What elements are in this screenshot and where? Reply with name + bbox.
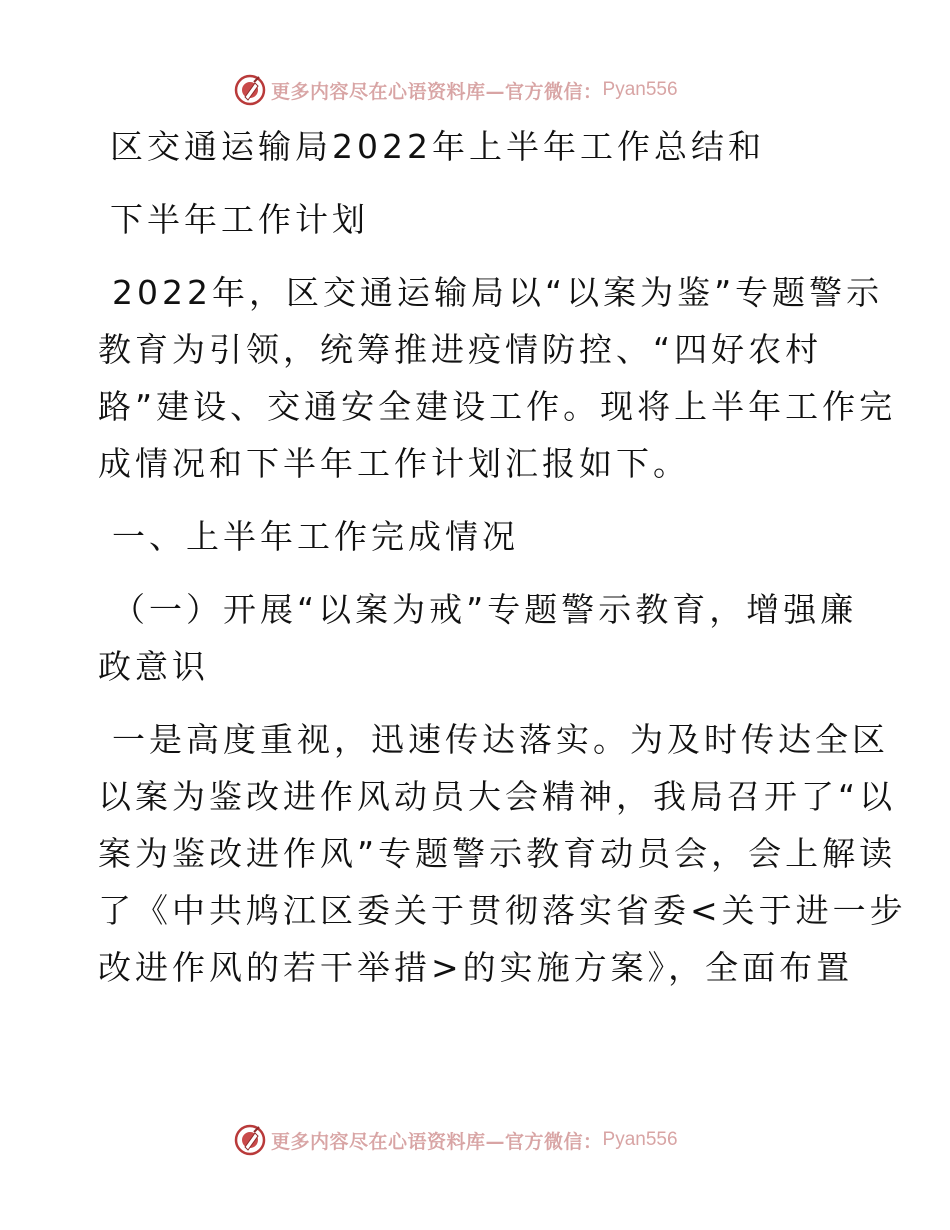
watermark-banner-top (233, 70, 713, 110)
paragraph-line-5: 改进作风的若干举措>的实施方案》，全面布置 (98, 948, 854, 987)
pen-logo-icon (233, 73, 267, 107)
paragraph-line-1: 一是高度重视，迅速传达落实。为及时传达全区 (112, 720, 889, 759)
intro-line-1: 2022年，区交通运输局以“以案为鉴”专题警示 (112, 273, 884, 312)
watermark-text: 更多内容尽在心语资料库—官方微信： (271, 1130, 603, 1153)
paragraph-line-2: 以案为鉴改进作风动员大会精神，我局召开了“以 (98, 777, 897, 816)
paragraph-line-4: 了《中共鸠江区委关于贯彻落实省委<关于进一步 (98, 891, 907, 930)
intro-line-3: 路”建设、交通安全建设工作。现将上半年工作完 (98, 387, 897, 426)
title-line-2: 下半年工作计划 (110, 200, 369, 239)
title-line-1: 区交通运输局2022年上半年工作总结和 (110, 127, 765, 166)
document-body (98, 118, 907, 996)
paragraph-line-3: 案为鉴改进作风”专题警示教育动员会，会上解读 (98, 834, 897, 873)
watermark-banner-bottom (233, 1120, 713, 1160)
subsection-heading-line-1: （一）开展“以案为戒”专题警示教育，增强廉 (112, 590, 858, 629)
watermark-account: Pyan556 (602, 79, 678, 100)
intro-line-4: 成情况和下半年工作计划汇报如下。 (98, 444, 690, 483)
watermark-account: Pyan556 (602, 1129, 678, 1150)
section-heading: 一、上半年工作完成情况 (112, 517, 519, 556)
pen-logo-icon (233, 1123, 267, 1157)
watermark-text: 更多内容尽在心语资料库—官方微信： (271, 80, 603, 103)
intro-line-2: 教育为引领，统筹推进疫情防控、“四好农村 (98, 330, 823, 369)
subsection-heading-line-2: 政意识 (98, 647, 209, 686)
